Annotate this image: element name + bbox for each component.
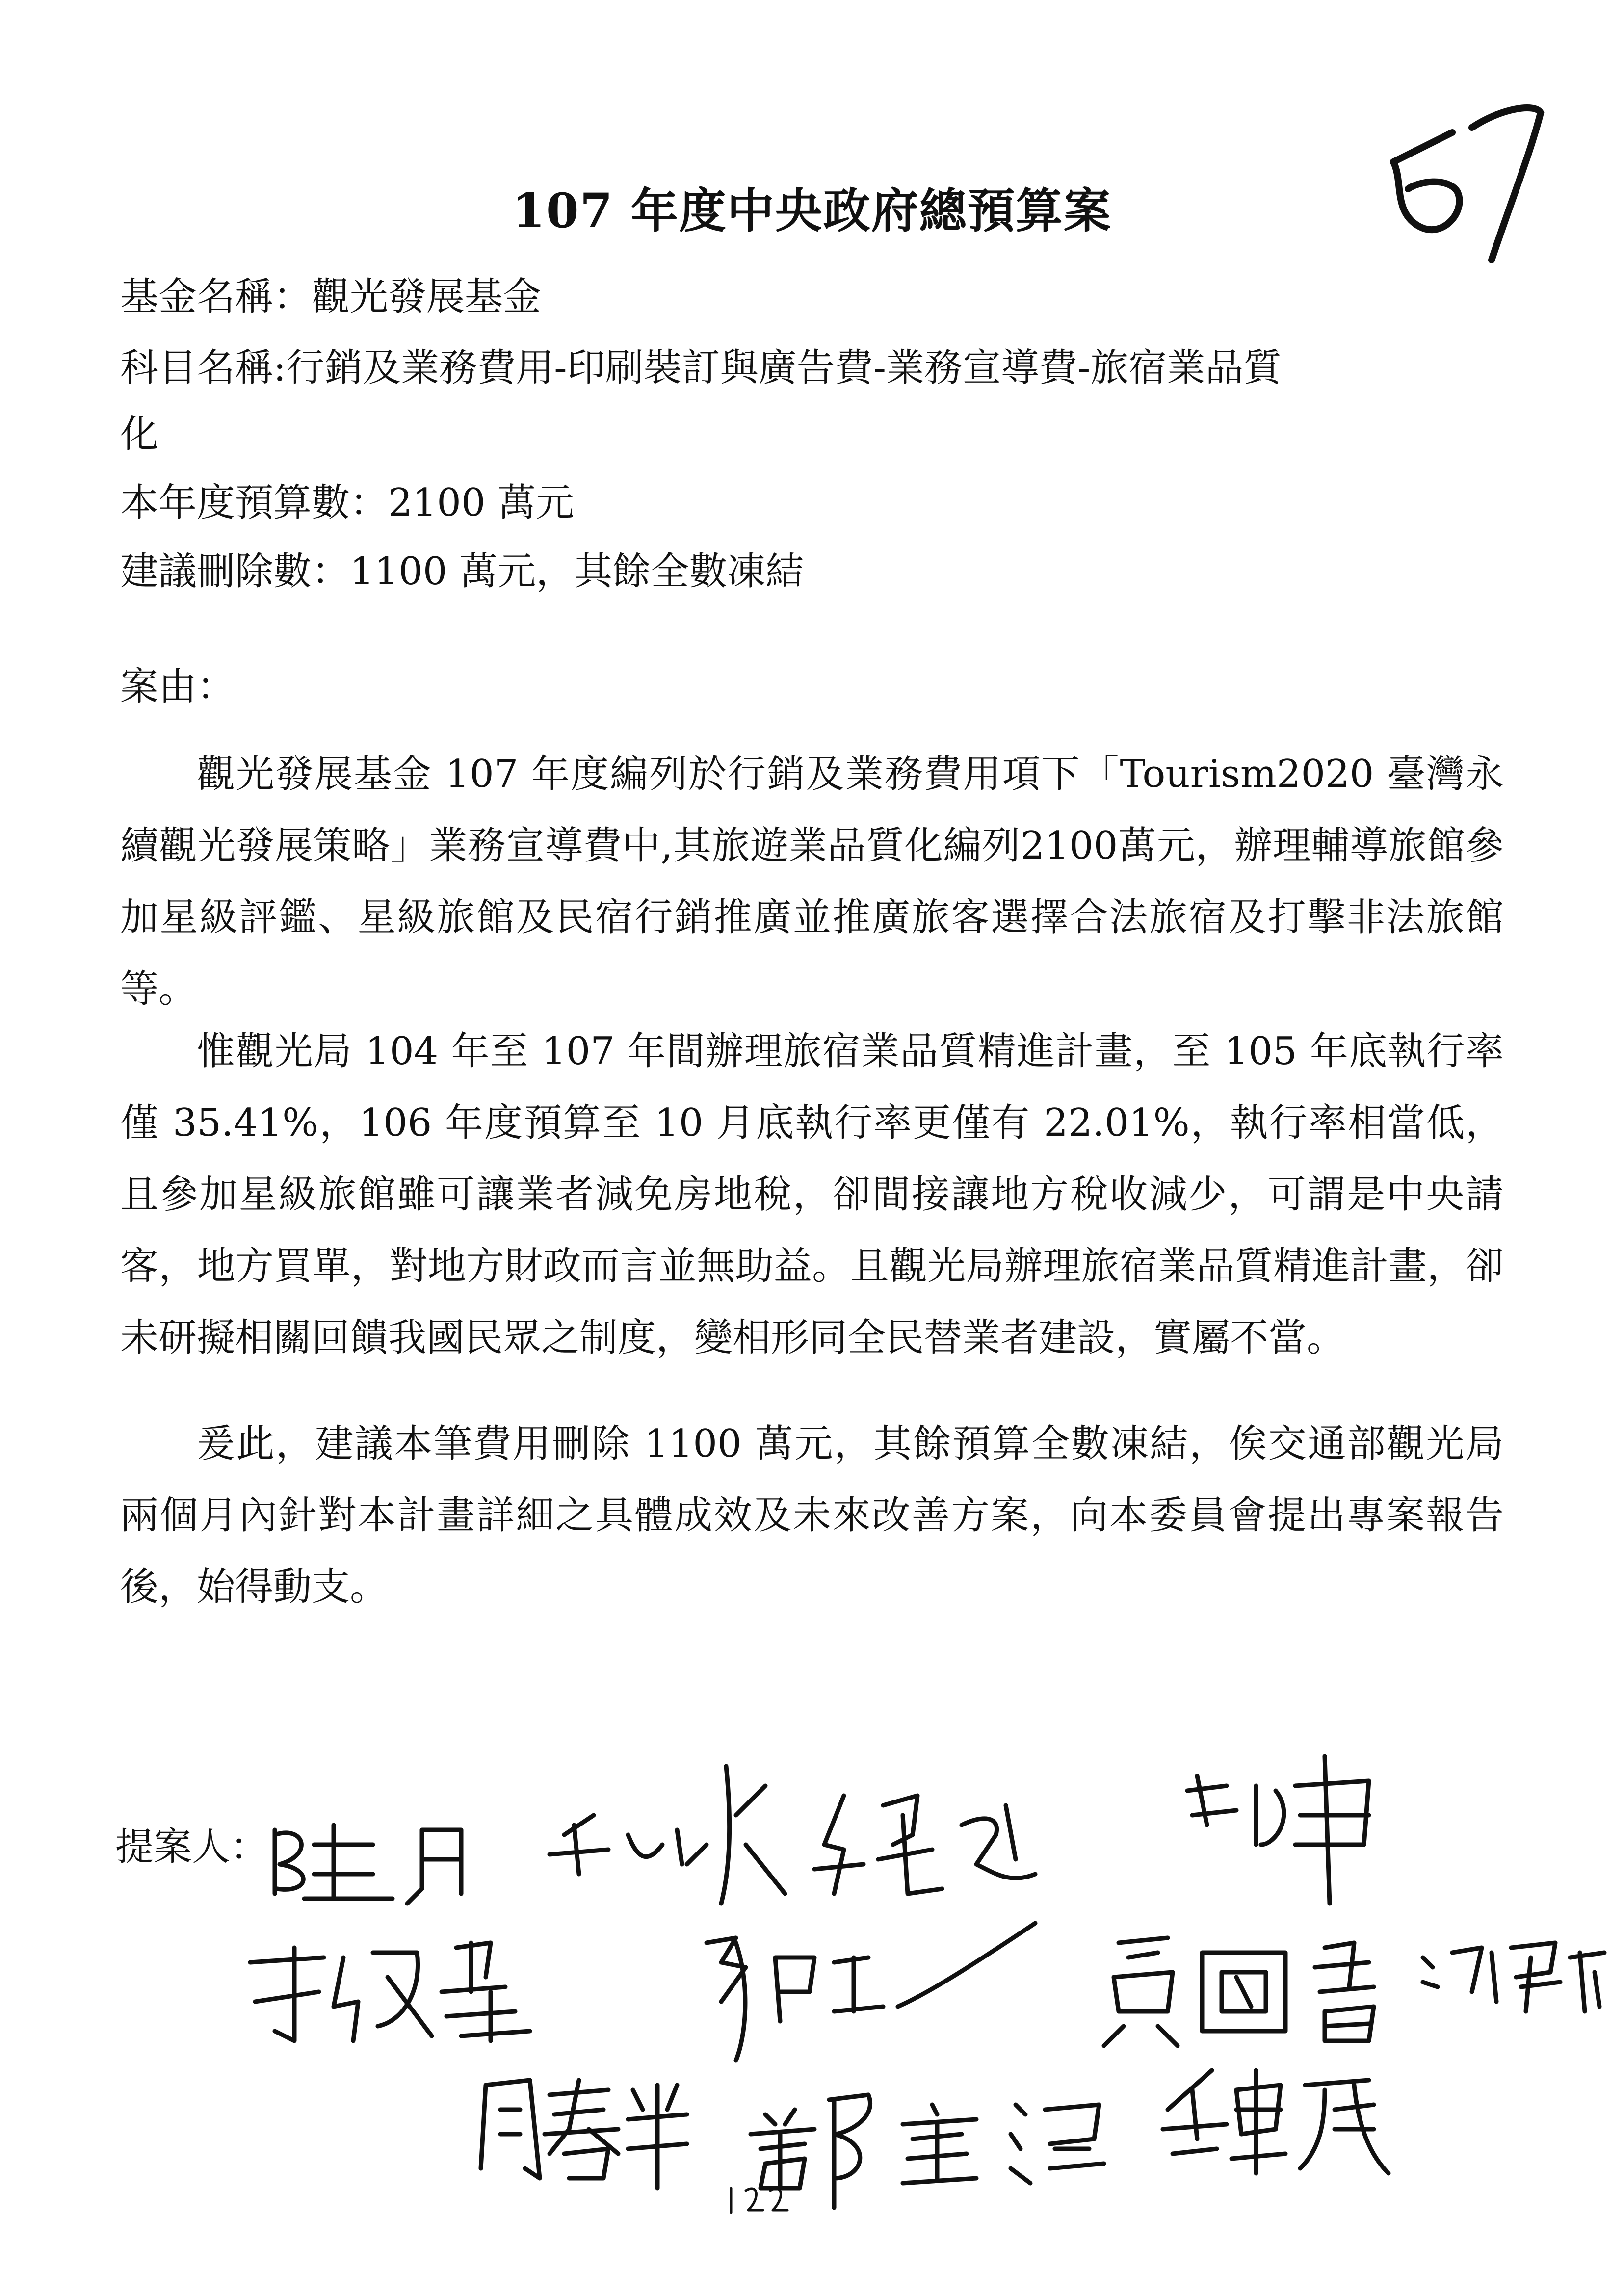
signature-10 (751, 2095, 1104, 2208)
document-title: 107 年度中央政府總預算案 (512, 183, 1112, 238)
reason-paragraph-2: 惟觀光局 104 年至 107 年間辦理旅宿業品質精進計畫，至 105 年底執行率僅 35.41%，106 年度預算至 10 月底執行率更僅有 22.01%，執行率相當低，且參加星級旅館雖可讓業者減免房地稅，卻間接讓地方稅收減少，可謂是中央請客，地方買單，對地方財政而言並無助益。且觀光局辦理旅宿業品質精進計畫，卻未研擬相關回饋我國民眾之制度，變相形同全民替業者建設，實屬不當。 (120, 1029, 1504, 1360)
signature-11 (1163, 2070, 1388, 2173)
signature-1 (275, 1825, 461, 1904)
reason-label: 案由： (120, 665, 236, 709)
budget-amount: 本年度預算數：2100 萬元 (120, 481, 575, 525)
signature-7 (1104, 1938, 1374, 2046)
item-name-line1: 科目名稱:行銷及業務費用-印刷裝訂與廣告費-業務宣導費-旅宿業品質 (120, 346, 1282, 390)
signature-2 (550, 1766, 785, 1904)
proposer-label: 提案人： (115, 1825, 269, 1869)
signature-4 (1187, 1756, 1369, 1904)
proposed-cut: 建議刪除數：1100 萬元，其餘全數凍結 (120, 549, 804, 594)
signature-8 (1423, 1943, 1604, 2011)
signature-3 (814, 1796, 1035, 1894)
fund-name: 基金名稱：觀光發展基金 (120, 275, 542, 319)
reason-paragraph-1: 觀光發展基金 107 年度編列於行銷及業務費用項下「Tourism2020 臺灣永續觀光發展策略」業務宣導費中,其旅遊業品質化編列2100萬元，辦理輔導旅館參加星級評鑑、星級旅館及民宿行銷推廣並推廣旅客選擇合法旅宿及打擊非法旅館等。 (120, 752, 1504, 1011)
signature-5 (250, 1943, 530, 2041)
item-name-line2: 化 (120, 412, 159, 456)
signature-note (731, 2188, 787, 2213)
signature-9 (481, 2080, 687, 2188)
signature-6 (707, 1923, 1035, 2061)
reason-paragraph-3: 爰此，建議本筆費用刪除 1100 萬元，其餘預算全數凍結，俟交通部觀光局兩個月內針對本計畫詳細之具體成效及未來改善方案，向本委員會提出專案報告後，始得動支。 (120, 1422, 1504, 1609)
